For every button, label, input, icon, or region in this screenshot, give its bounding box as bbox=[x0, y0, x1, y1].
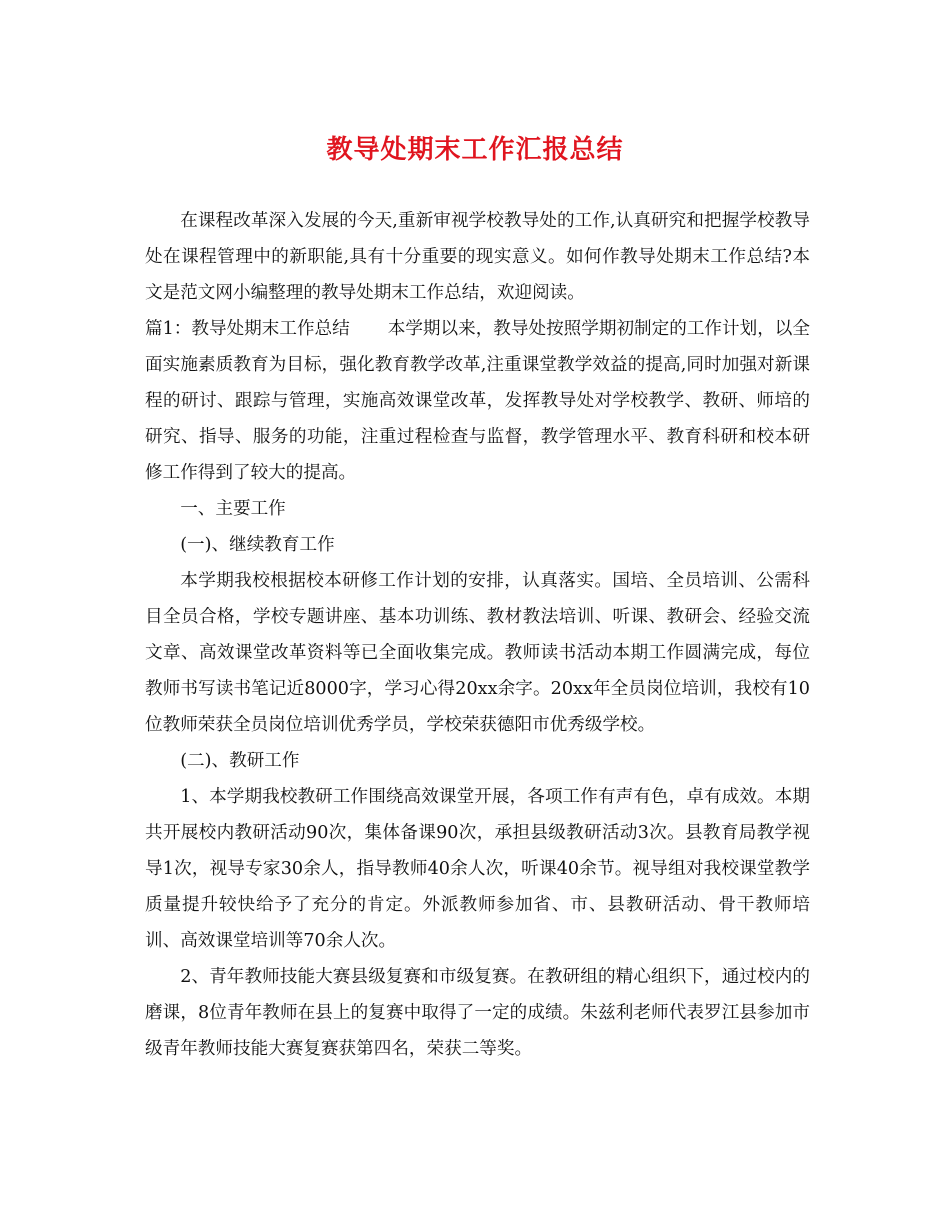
document-title: 教导处期末工作汇报总结 bbox=[326, 135, 624, 165]
subsection-heading-teaching-research: (二)、教研工作 bbox=[180, 751, 300, 771]
continuing-education-paragraph: 本学期我校根据校本研修工作计划的安排，认真落实。国培、全员培训、公需科目全员合格，学校专题讲座、基本功训练、教材教法培训、听课、教研会、经验交流文章、高效课堂改革资料等已全面收集完成。教师读书活动本期工作圆满完成，每位教师书写读书笔记近8000字，学习心得20xx余字。20xx年全员岗位培训，我校有10位教师荣获全员岗位培训优秀学员，学校荣获德阳市优秀级学校。 bbox=[145, 571, 810, 735]
intro-paragraph: 在课程改革深入发展的今天,重新审视学校教导处的工作,认真研究和把握学校教导处在课程管理中的新职能,具有十分重要的现实意义。如何作教导处期末工作总结?本文是范文网小编整理的教导处期末工作总结，欢迎阅读。 bbox=[145, 211, 810, 303]
document-body bbox=[145, 203, 810, 1067]
part1-text: 本学期以来，教导处按照学期初制定的工作计划，以全面实施素质教育为目标，强化教育教学改革,注重课堂教学效益的提高,同时加强对新课程的研讨、跟踪与管理，实施高效课堂改革，发挥教导处对学校教学、教研、师培的研究、指导、服务的功能，注重过程检查与监督，教学管理水平、教育科研和校本研修工作得到了较大的提高。 bbox=[145, 319, 810, 483]
teaching-research-paragraph-2: 2、青年教师技能大赛县级复赛和市级复赛。在教研组的精心组织下，通过校内的磨课，8位青年教师在县上的复赛中取得了一定的成绩。朱兹利老师代表罗江县参加市级青年教师技能大赛复赛获第四名，荣获二等奖。 bbox=[145, 967, 810, 1059]
section-heading: 一、主要工作 bbox=[180, 499, 286, 519]
teaching-research-paragraph-1: 1、本学期我校教研工作围绕高效课堂开展，各项工作有声有色，卓有成效。本期共开展校内教研活动90次，集体备课90次，承担县级教研活动3次。县教育局教学视导1次，视导专家30余人，指导教师40余人次，听课40余节。视导组对我校课堂教学质量提升较快给予了充分的肯定。外派教师参加省、市、县教研活动、骨干教师培训、高效课堂培训等70余人次。 bbox=[145, 787, 810, 951]
part1-paragraph bbox=[145, 311, 810, 491]
subsection-heading-continuing-education: (一)、继续教育工作 bbox=[180, 535, 335, 555]
part1-label: 篇1：教导处期末工作总结 bbox=[145, 319, 350, 339]
